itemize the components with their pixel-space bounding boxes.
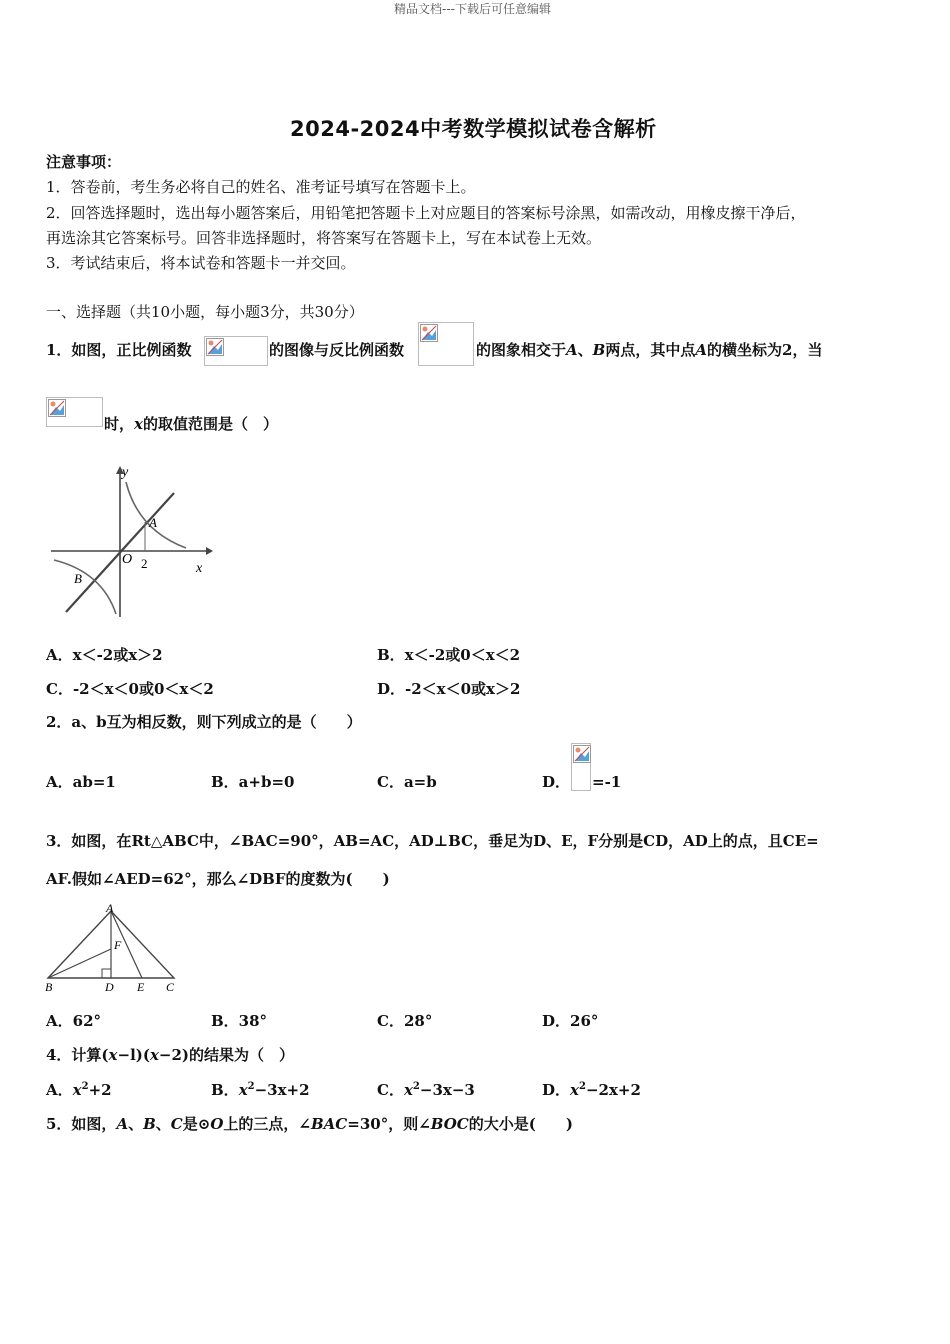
q4-option-a[interactable]: A．$x^2+2$ (46, 1081, 112, 1099)
q2-option-a[interactable]: A．ab=1 (46, 773, 116, 791)
broken-image-icon (418, 322, 474, 366)
triangle-label-f: F (114, 938, 122, 952)
q1-stem-part3: 的图象相交于A、B两点，其中点A的横坐标为2，当 (476, 341, 823, 359)
q3-option-d[interactable]: D．26° (542, 1012, 599, 1030)
graph-label-y: y (122, 465, 129, 480)
q2-stem: 2．a、b互为相反数，则下列成立的是（ ） (46, 713, 362, 731)
q3-stem-line1: 3．如图，在Rt△ABC中，∠BAC=90°，AB=AC，AD⊥BC，垂足为D、E，F分别是CD，AD上的点，且CE= (46, 832, 819, 850)
q2-option-c[interactable]: C．a=b (377, 773, 437, 791)
q3-option-c[interactable]: C．28° (377, 1012, 433, 1030)
q1-option-b[interactable]: B．x＜-2或0＜x＜2 (377, 646, 521, 664)
notice-item-2: 2．回答选择题时，选出每小题答案后，用铅笔把答题卡上对应题目的答案标号涂黑，如需改动，用橡皮擦干净后， (46, 204, 806, 222)
q1-stem-part4: 时，x的取值范围是（ ） (104, 415, 278, 433)
q2-option-d[interactable]: D． (542, 773, 571, 791)
notice-item-1: 1．答卷前，考生务必将自己的姓名、准考证号填写在答题卡上。 (46, 178, 476, 196)
q3-stem-line2: AF.假如∠AED=62°，那么∠DBF的度数为( ) (46, 870, 390, 888)
q1-stem-part2: 的图像与反比例函数 (269, 341, 405, 359)
broken-image-icon (46, 397, 103, 427)
triangle-label-d: D (105, 980, 114, 994)
q3-option-a[interactable]: A．62° (46, 1012, 102, 1030)
q5-stem: 5．如图，A、B、C是⊙O上的三点，∠BAC=30°，则∠BOC的大小是( ) (46, 1115, 573, 1133)
graph-label-x: x (196, 561, 203, 576)
graph-label-origin: O (122, 552, 133, 567)
q2-option-b[interactable]: B．a+b=0 (211, 773, 295, 791)
graph-label-two: 2 (141, 556, 148, 571)
q2-option-d-tail: =-1 (592, 773, 622, 791)
graph-label-point-b: B (74, 571, 82, 586)
section-heading: 一、选择题（共10小题，每小题3分，共30分） (46, 303, 364, 321)
triangle-label-e: E (137, 980, 145, 994)
q1-stem-part1: 1．如图，正比例函数 (46, 341, 192, 359)
page-title: 2024-2024中考数学模拟试卷含解析 (290, 117, 657, 141)
notice-item-3: 3．考试结束后，将本试卷和答题卡一并交回。 (46, 254, 356, 272)
q1-option-a[interactable]: A．x＜-2或x＞2 (46, 646, 163, 664)
q1-option-c[interactable]: C．-2＜x＜0或0＜x＜2 (46, 680, 214, 698)
q3-option-b[interactable]: B．38° (211, 1012, 268, 1030)
notice-item-2-cont: 再选涂其它答案标号。回答非选择题时，将答案写在答题卡上，写在本试卷上无效。 (46, 229, 602, 247)
page-header-watermark: 精品文档---下载后可任意编辑 (394, 2, 551, 16)
q4-option-b[interactable]: B．$x^2-3x+2$ (211, 1081, 310, 1099)
q1-option-d[interactable]: D．-2＜x＜0或x＞2 (377, 680, 521, 698)
notice-heading: 注意事项： (46, 153, 122, 171)
q4-option-d[interactable]: D．$x^2-2x+2$ (542, 1081, 641, 1099)
q4-option-c[interactable]: C．$x^2-3x-3$ (377, 1081, 475, 1099)
triangle-label-a: A (106, 902, 114, 915)
triangle-label-b: B (45, 980, 53, 994)
broken-image-icon (204, 336, 268, 366)
q4-stem: 4．计算(x−l)(x−2)的结果为（ ） (46, 1046, 295, 1064)
q3-triangle-figure (42, 902, 182, 994)
graph-label-point-a: A (149, 515, 157, 530)
q1-function-graph (46, 462, 216, 622)
triangle-label-c: C (166, 980, 175, 994)
broken-image-icon (571, 743, 591, 791)
